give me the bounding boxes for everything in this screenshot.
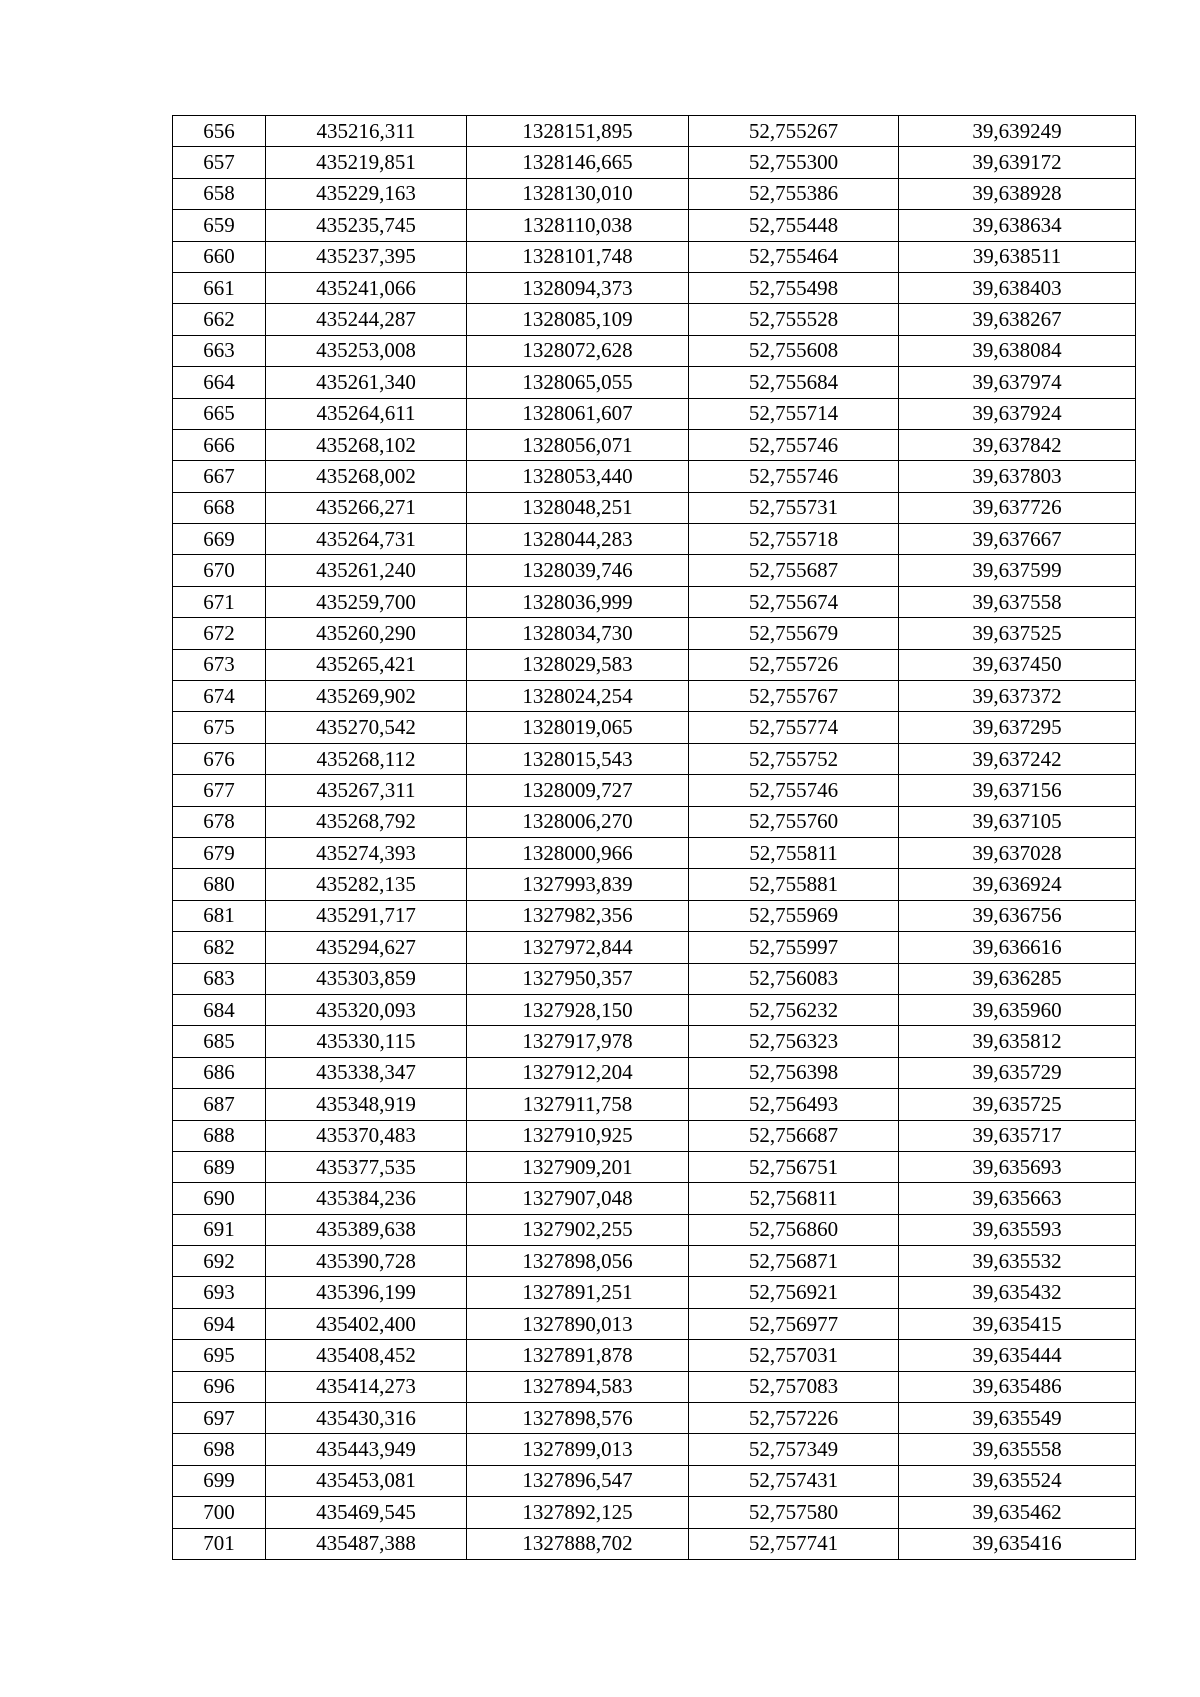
latitude-cell: 52,755881 [689,869,899,900]
point-number-cell: 679 [173,837,266,868]
longitude-cell: 39,637372 [899,681,1136,712]
y-coordinate-cell: 1327993,839 [467,869,689,900]
longitude-cell: 39,637450 [899,649,1136,680]
point-number-cell: 698 [173,1434,266,1465]
longitude-cell: 39,638084 [899,335,1136,366]
point-number-cell: 697 [173,1403,266,1434]
y-coordinate-cell: 1327912,204 [467,1057,689,1088]
y-coordinate-cell: 1328006,270 [467,806,689,837]
point-number-cell: 688 [173,1120,266,1151]
y-coordinate-cell: 1328072,628 [467,335,689,366]
x-coordinate-cell: 435348,919 [266,1089,467,1120]
longitude-cell: 39,635549 [899,1403,1136,1434]
table-row [173,649,1136,680]
longitude-cell: 39,638267 [899,304,1136,335]
longitude-cell: 39,635558 [899,1434,1136,1465]
table-row [173,963,1136,994]
y-coordinate-cell: 1327982,356 [467,900,689,931]
point-number-cell: 701 [173,1528,266,1559]
y-coordinate-cell: 1328015,543 [467,743,689,774]
x-coordinate-cell: 435268,112 [266,743,467,774]
table-row [173,806,1136,837]
point-number-cell: 671 [173,586,266,617]
latitude-cell: 52,755811 [689,837,899,868]
point-number-cell: 689 [173,1151,266,1182]
table-row [173,398,1136,429]
longitude-cell: 39,636756 [899,900,1136,931]
longitude-cell: 39,637156 [899,775,1136,806]
x-coordinate-cell: 435235,745 [266,210,467,241]
y-coordinate-cell: 1327898,056 [467,1246,689,1277]
x-coordinate-cell: 435244,287 [266,304,467,335]
latitude-cell: 52,756323 [689,1026,899,1057]
latitude-cell: 52,757580 [689,1497,899,1528]
table-row [173,429,1136,460]
point-number-cell: 660 [173,241,266,272]
latitude-cell: 52,756871 [689,1246,899,1277]
table-row [173,1151,1136,1182]
latitude-cell: 52,756977 [689,1308,899,1339]
coordinates-table-body [173,116,1136,1560]
table-row [173,1465,1136,1496]
y-coordinate-cell: 1327894,583 [467,1371,689,1402]
y-coordinate-cell: 1328056,071 [467,429,689,460]
point-number-cell: 680 [173,869,266,900]
latitude-cell: 52,755674 [689,586,899,617]
table-row [173,586,1136,617]
x-coordinate-cell: 435282,135 [266,869,467,900]
latitude-cell: 52,755760 [689,806,899,837]
x-coordinate-cell: 435469,545 [266,1497,467,1528]
latitude-cell: 52,755746 [689,775,899,806]
latitude-cell: 52,755498 [689,272,899,303]
point-number-cell: 663 [173,335,266,366]
table-row [173,1026,1136,1057]
x-coordinate-cell: 435269,902 [266,681,467,712]
x-coordinate-cell: 435377,535 [266,1151,467,1182]
longitude-cell: 39,639249 [899,116,1136,147]
longitude-cell: 39,635663 [899,1183,1136,1214]
point-number-cell: 695 [173,1340,266,1371]
latitude-cell: 52,755714 [689,398,899,429]
table-row [173,618,1136,649]
point-number-cell: 690 [173,1183,266,1214]
y-coordinate-cell: 1328039,746 [467,555,689,586]
x-coordinate-cell: 435390,728 [266,1246,467,1277]
longitude-cell: 39,637105 [899,806,1136,837]
longitude-cell: 39,635486 [899,1371,1136,1402]
y-coordinate-cell: 1328094,373 [467,272,689,303]
longitude-cell: 39,637667 [899,524,1136,555]
x-coordinate-cell: 435303,859 [266,963,467,994]
longitude-cell: 39,635416 [899,1528,1136,1559]
longitude-cell: 39,637295 [899,712,1136,743]
x-coordinate-cell: 435216,311 [266,116,467,147]
point-number-cell: 681 [173,900,266,931]
longitude-cell: 39,638403 [899,272,1136,303]
point-number-cell: 684 [173,994,266,1025]
point-number-cell: 700 [173,1497,266,1528]
x-coordinate-cell: 435294,627 [266,932,467,963]
y-coordinate-cell: 1327890,013 [467,1308,689,1339]
latitude-cell: 52,755300 [689,147,899,178]
point-number-cell: 662 [173,304,266,335]
y-coordinate-cell: 1327892,125 [467,1497,689,1528]
point-number-cell: 693 [173,1277,266,1308]
y-coordinate-cell: 1328085,109 [467,304,689,335]
longitude-cell: 39,635524 [899,1465,1136,1496]
latitude-cell: 52,755267 [689,116,899,147]
x-coordinate-cell: 435229,163 [266,178,467,209]
point-number-cell: 694 [173,1308,266,1339]
x-coordinate-cell: 435414,273 [266,1371,467,1402]
point-number-cell: 677 [173,775,266,806]
longitude-cell: 39,635444 [899,1340,1136,1371]
y-coordinate-cell: 1328034,730 [467,618,689,649]
x-coordinate-cell: 435408,452 [266,1340,467,1371]
point-number-cell: 657 [173,147,266,178]
x-coordinate-cell: 435265,421 [266,649,467,680]
x-coordinate-cell: 435268,792 [266,806,467,837]
x-coordinate-cell: 435274,393 [266,837,467,868]
longitude-cell: 39,635432 [899,1277,1136,1308]
longitude-cell: 39,638511 [899,241,1136,272]
longitude-cell: 39,636616 [899,932,1136,963]
longitude-cell: 39,637924 [899,398,1136,429]
table-row [173,492,1136,523]
longitude-cell: 39,637842 [899,429,1136,460]
x-coordinate-cell: 435330,115 [266,1026,467,1057]
point-number-cell: 678 [173,806,266,837]
latitude-cell: 52,756493 [689,1089,899,1120]
longitude-cell: 39,635462 [899,1497,1136,1528]
table-row [173,1214,1136,1245]
x-coordinate-cell: 435261,340 [266,367,467,398]
latitude-cell: 52,755684 [689,367,899,398]
y-coordinate-cell: 1327928,150 [467,994,689,1025]
x-coordinate-cell: 435370,483 [266,1120,467,1151]
longitude-cell: 39,637974 [899,367,1136,398]
longitude-cell: 39,637525 [899,618,1136,649]
y-coordinate-cell: 1328048,251 [467,492,689,523]
latitude-cell: 52,755746 [689,429,899,460]
latitude-cell: 52,756921 [689,1277,899,1308]
latitude-cell: 52,755997 [689,932,899,963]
x-coordinate-cell: 435219,851 [266,147,467,178]
latitude-cell: 52,755746 [689,461,899,492]
latitude-cell: 52,756751 [689,1151,899,1182]
point-number-cell: 669 [173,524,266,555]
longitude-cell: 39,635960 [899,994,1136,1025]
table-row [173,1089,1136,1120]
table-row [173,304,1136,335]
x-coordinate-cell: 435268,002 [266,461,467,492]
latitude-cell: 52,755969 [689,900,899,931]
x-coordinate-cell: 435266,271 [266,492,467,523]
table-row [173,743,1136,774]
y-coordinate-cell: 1328110,038 [467,210,689,241]
longitude-cell: 39,638928 [899,178,1136,209]
point-number-cell: 676 [173,743,266,774]
x-coordinate-cell: 435291,717 [266,900,467,931]
y-coordinate-cell: 1328009,727 [467,775,689,806]
coordinates-table [172,115,1136,1560]
table-row [173,116,1136,147]
table-row [173,241,1136,272]
point-number-cell: 682 [173,932,266,963]
table-row [173,1120,1136,1151]
table-row [173,1340,1136,1371]
latitude-cell: 52,756811 [689,1183,899,1214]
y-coordinate-cell: 1328130,010 [467,178,689,209]
y-coordinate-cell: 1328065,055 [467,367,689,398]
latitude-cell: 52,755528 [689,304,899,335]
point-number-cell: 665 [173,398,266,429]
latitude-cell: 52,755679 [689,618,899,649]
longitude-cell: 39,635729 [899,1057,1136,1088]
point-number-cell: 685 [173,1026,266,1057]
latitude-cell: 52,755774 [689,712,899,743]
table-row [173,1277,1136,1308]
longitude-cell: 39,638634 [899,210,1136,241]
table-row [173,1497,1136,1528]
y-coordinate-cell: 1328101,748 [467,241,689,272]
longitude-cell: 39,635693 [899,1151,1136,1182]
latitude-cell: 52,757431 [689,1465,899,1496]
longitude-cell: 39,637803 [899,461,1136,492]
point-number-cell: 675 [173,712,266,743]
latitude-cell: 52,755731 [689,492,899,523]
table-row [173,1057,1136,1088]
point-number-cell: 664 [173,367,266,398]
y-coordinate-cell: 1328019,065 [467,712,689,743]
point-number-cell: 673 [173,649,266,680]
latitude-cell: 52,757741 [689,1528,899,1559]
point-number-cell: 667 [173,461,266,492]
point-number-cell: 686 [173,1057,266,1088]
y-coordinate-cell: 1327891,878 [467,1340,689,1371]
longitude-cell: 39,639172 [899,147,1136,178]
table-row [173,367,1136,398]
y-coordinate-cell: 1327891,251 [467,1277,689,1308]
longitude-cell: 39,637599 [899,555,1136,586]
longitude-cell: 39,636924 [899,869,1136,900]
longitude-cell: 39,635812 [899,1026,1136,1057]
point-number-cell: 699 [173,1465,266,1496]
y-coordinate-cell: 1328024,254 [467,681,689,712]
latitude-cell: 52,755752 [689,743,899,774]
y-coordinate-cell: 1328146,665 [467,147,689,178]
table-row [173,524,1136,555]
table-row [173,775,1136,806]
point-number-cell: 672 [173,618,266,649]
point-number-cell: 670 [173,555,266,586]
latitude-cell: 52,756860 [689,1214,899,1245]
y-coordinate-cell: 1327896,547 [467,1465,689,1496]
latitude-cell: 52,755464 [689,241,899,272]
longitude-cell: 39,637242 [899,743,1136,774]
x-coordinate-cell: 435259,700 [266,586,467,617]
x-coordinate-cell: 435264,731 [266,524,467,555]
latitude-cell: 52,755718 [689,524,899,555]
point-number-cell: 687 [173,1089,266,1120]
y-coordinate-cell: 1327950,357 [467,963,689,994]
point-number-cell: 674 [173,681,266,712]
x-coordinate-cell: 435453,081 [266,1465,467,1496]
longitude-cell: 39,637028 [899,837,1136,868]
latitude-cell: 52,756398 [689,1057,899,1088]
longitude-cell: 39,636285 [899,963,1136,994]
point-number-cell: 656 [173,116,266,147]
y-coordinate-cell: 1327910,925 [467,1120,689,1151]
y-coordinate-cell: 1327972,844 [467,932,689,963]
y-coordinate-cell: 1327899,013 [467,1434,689,1465]
y-coordinate-cell: 1327917,978 [467,1026,689,1057]
x-coordinate-cell: 435241,066 [266,272,467,303]
latitude-cell: 52,755687 [689,555,899,586]
table-row [173,461,1136,492]
x-coordinate-cell: 435443,949 [266,1434,467,1465]
y-coordinate-cell: 1327911,758 [467,1089,689,1120]
table-row [173,1183,1136,1214]
longitude-cell: 39,637558 [899,586,1136,617]
y-coordinate-cell: 1328000,966 [467,837,689,868]
x-coordinate-cell: 435487,388 [266,1528,467,1559]
table-row [173,1308,1136,1339]
point-number-cell: 691 [173,1214,266,1245]
y-coordinate-cell: 1328151,895 [467,116,689,147]
latitude-cell: 52,756083 [689,963,899,994]
latitude-cell: 52,757083 [689,1371,899,1402]
latitude-cell: 52,755448 [689,210,899,241]
x-coordinate-cell: 435268,102 [266,429,467,460]
point-number-cell: 666 [173,429,266,460]
table-row [173,869,1136,900]
latitude-cell: 52,755767 [689,681,899,712]
x-coordinate-cell: 435264,611 [266,398,467,429]
table-row [173,210,1136,241]
point-number-cell: 683 [173,963,266,994]
point-number-cell: 658 [173,178,266,209]
y-coordinate-cell: 1328061,607 [467,398,689,429]
latitude-cell: 52,755386 [689,178,899,209]
y-coordinate-cell: 1328029,583 [467,649,689,680]
point-number-cell: 696 [173,1371,266,1402]
y-coordinate-cell: 1327907,048 [467,1183,689,1214]
table-row [173,1371,1136,1402]
table-row [173,1434,1136,1465]
table-row [173,1403,1136,1434]
table-row [173,994,1136,1025]
table-row [173,147,1136,178]
x-coordinate-cell: 435396,199 [266,1277,467,1308]
point-number-cell: 661 [173,272,266,303]
latitude-cell: 52,755608 [689,335,899,366]
latitude-cell: 52,757031 [689,1340,899,1371]
longitude-cell: 39,635532 [899,1246,1136,1277]
table-row [173,555,1136,586]
latitude-cell: 52,756232 [689,994,899,1025]
longitude-cell: 39,635725 [899,1089,1136,1120]
x-coordinate-cell: 435253,008 [266,335,467,366]
table-row [173,272,1136,303]
y-coordinate-cell: 1328036,999 [467,586,689,617]
latitude-cell: 52,757349 [689,1434,899,1465]
y-coordinate-cell: 1328053,440 [467,461,689,492]
table-row [173,178,1136,209]
point-number-cell: 692 [173,1246,266,1277]
x-coordinate-cell: 435270,542 [266,712,467,743]
x-coordinate-cell: 435384,236 [266,1183,467,1214]
y-coordinate-cell: 1328044,283 [467,524,689,555]
point-number-cell: 659 [173,210,266,241]
point-number-cell: 668 [173,492,266,523]
table-row [173,900,1136,931]
x-coordinate-cell: 435237,395 [266,241,467,272]
x-coordinate-cell: 435260,290 [266,618,467,649]
x-coordinate-cell: 435320,093 [266,994,467,1025]
y-coordinate-cell: 1327902,255 [467,1214,689,1245]
y-coordinate-cell: 1327898,576 [467,1403,689,1434]
x-coordinate-cell: 435402,400 [266,1308,467,1339]
table-row [173,681,1136,712]
longitude-cell: 39,635415 [899,1308,1136,1339]
x-coordinate-cell: 435261,240 [266,555,467,586]
table-row [173,1528,1136,1559]
latitude-cell: 52,757226 [689,1403,899,1434]
longitude-cell: 39,635717 [899,1120,1136,1151]
x-coordinate-cell: 435267,311 [266,775,467,806]
table-row [173,837,1136,868]
longitude-cell: 39,637726 [899,492,1136,523]
x-coordinate-cell: 435430,316 [266,1403,467,1434]
x-coordinate-cell: 435389,638 [266,1214,467,1245]
table-row [173,932,1136,963]
table-row [173,1246,1136,1277]
table-row [173,335,1136,366]
longitude-cell: 39,635593 [899,1214,1136,1245]
latitude-cell: 52,755726 [689,649,899,680]
y-coordinate-cell: 1327888,702 [467,1528,689,1559]
y-coordinate-cell: 1327909,201 [467,1151,689,1182]
x-coordinate-cell: 435338,347 [266,1057,467,1088]
latitude-cell: 52,756687 [689,1120,899,1151]
table-row [173,712,1136,743]
